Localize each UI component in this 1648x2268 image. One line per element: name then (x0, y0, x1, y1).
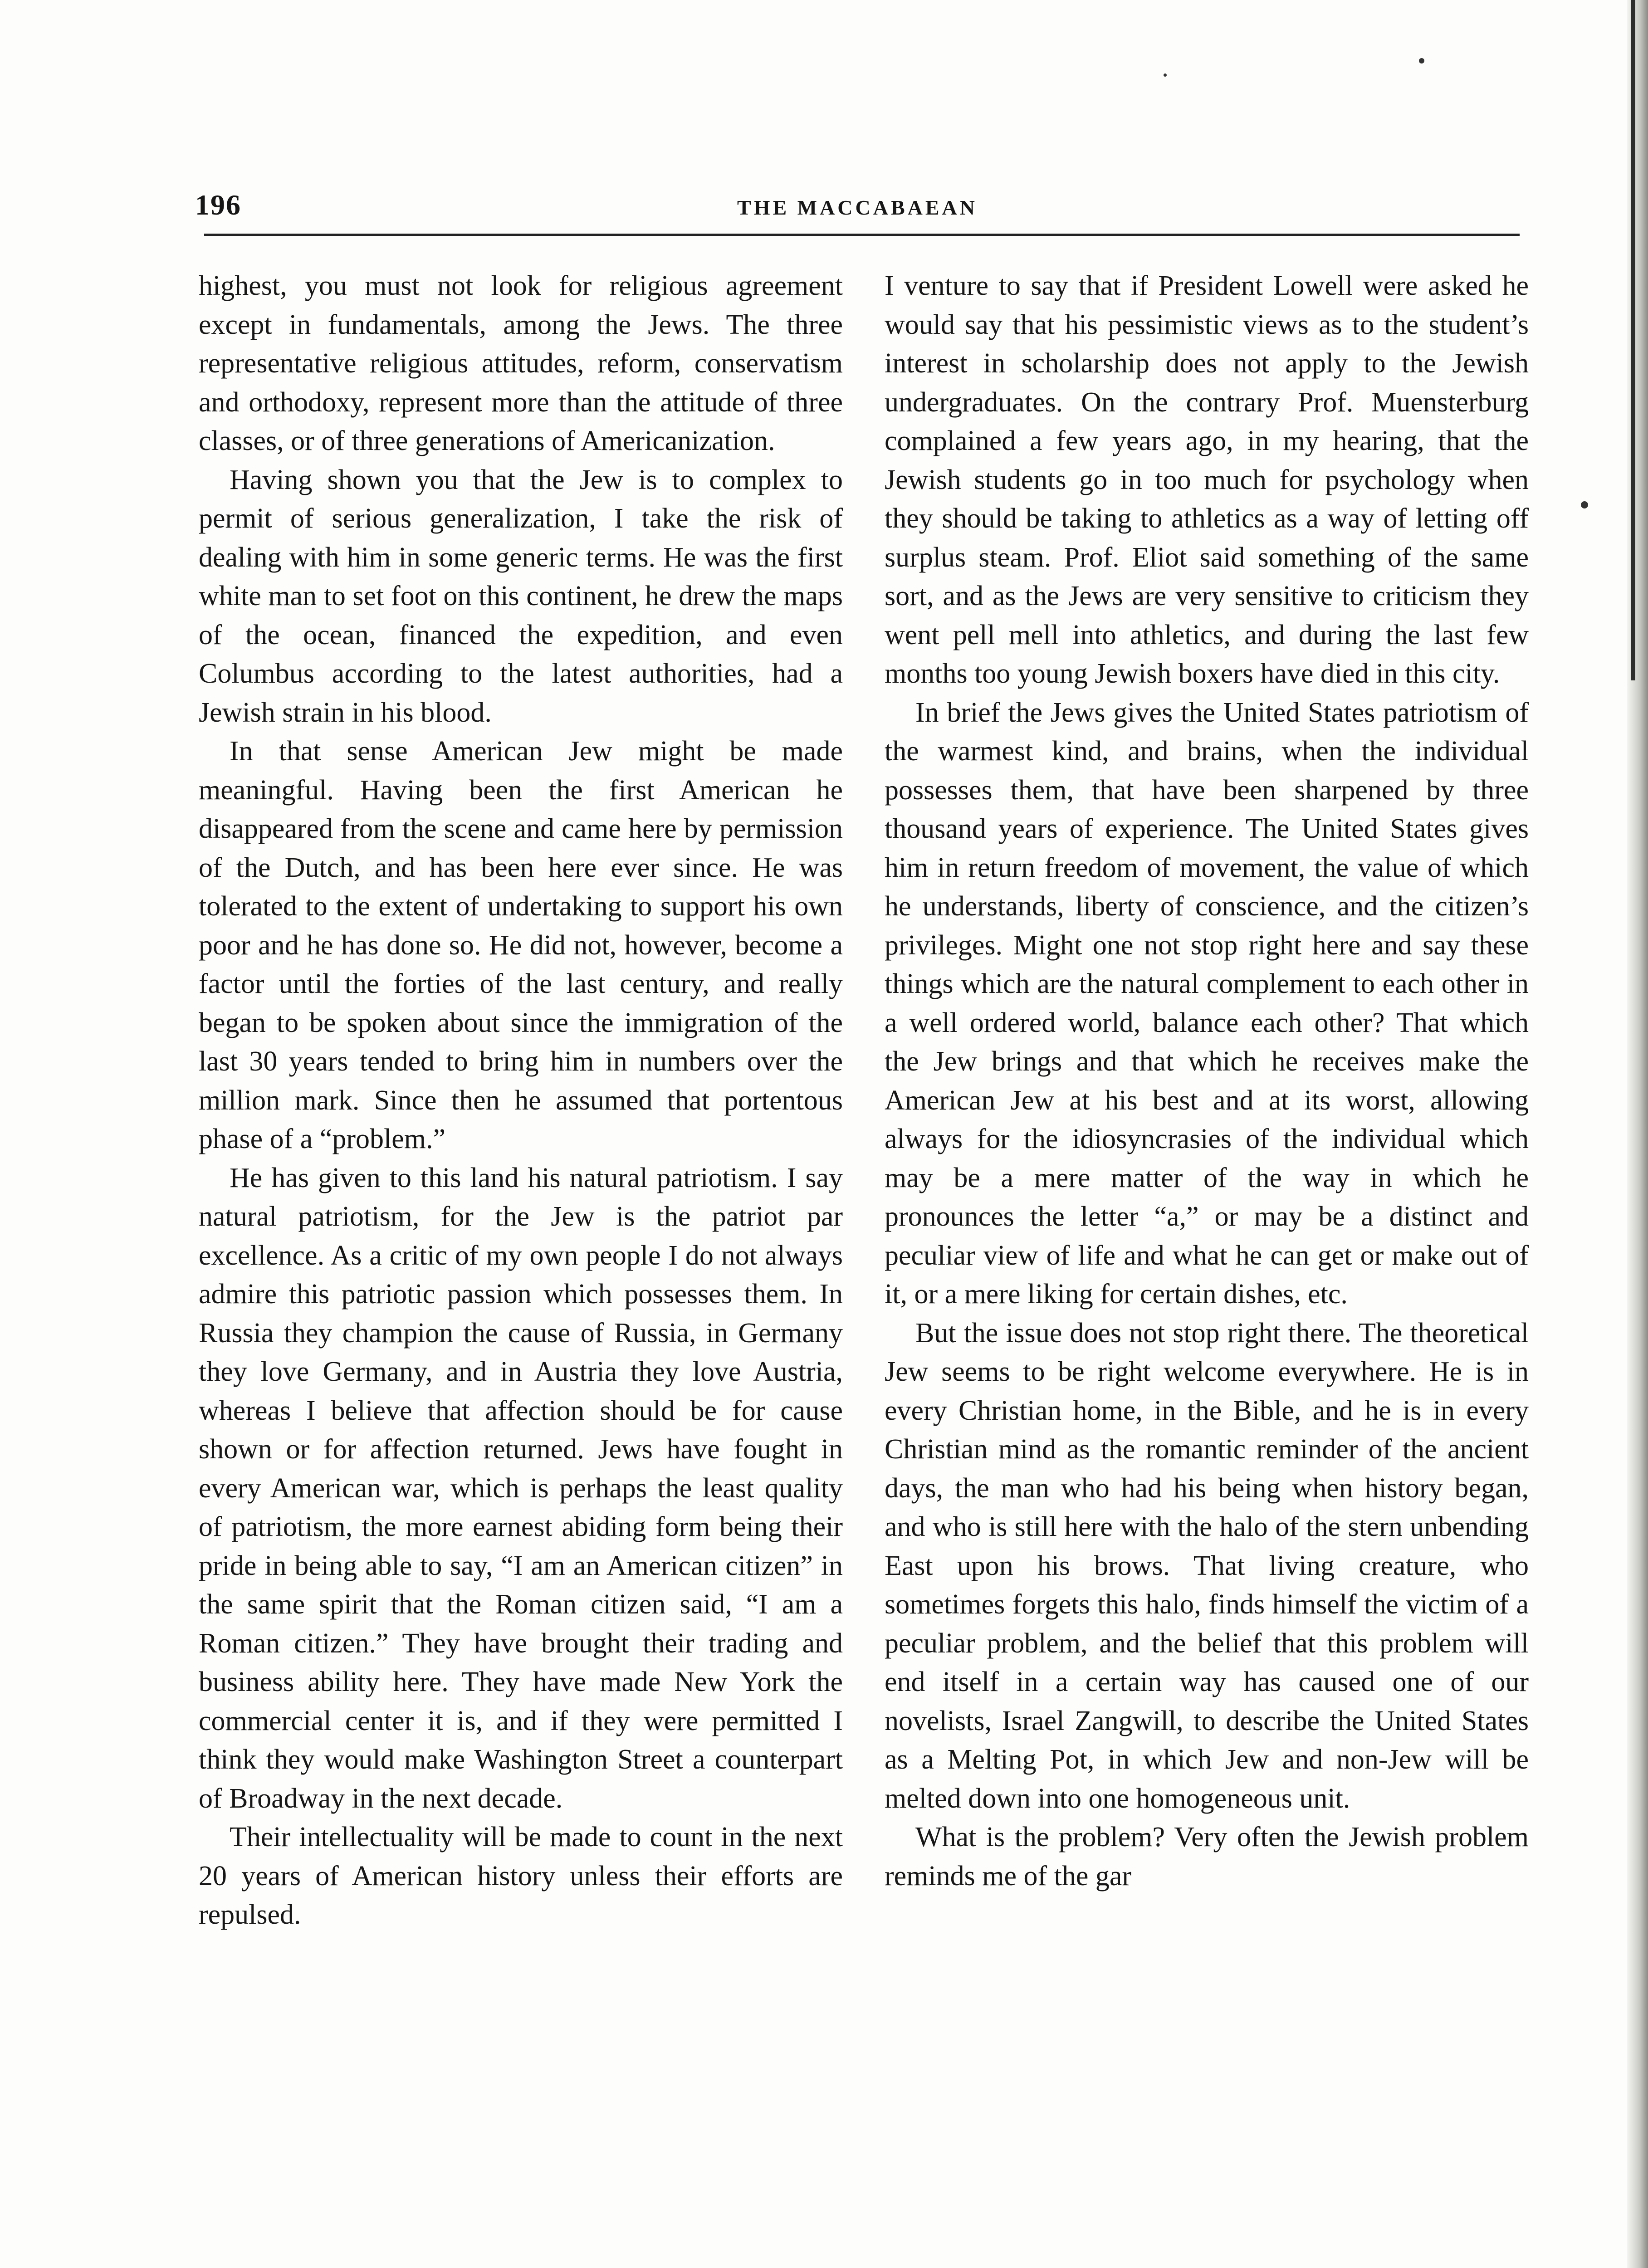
scan-speck (1164, 73, 1167, 77)
left-column (199, 267, 843, 1935)
scan-speck (1581, 501, 1588, 508)
scan-edge-line (1631, 0, 1635, 680)
page-header (195, 188, 1520, 225)
paragraph: highest, you must not look for religious agreement except in fundamentals, among the Jews. The three representative religious attitudes, reform, conservatism and orthodoxy, represent more than the attitude of three classes, or of three generations of Americanization. (199, 270, 843, 456)
paragraph: Having shown you that the Jew is to complex to permit of serious generalization, I take the risk of dealing with him in some generic terms. He was the first white man to set foot on this continent, he drew the maps of the ocean, financed the expedition, and even Columbus according to the latest authorities, had a Jewish strain in his blood. (199, 464, 843, 728)
right-column (885, 267, 1529, 1896)
paragraph: In that sense American Jew might be made meaningful. Having been the first American he disappeared from the scene and came here by permission of the Dutch, and has been here ever since. He was tolerated to the extent of undertaking to support his own poor and he has done so. He did not, however, become a factor until the forties of the last century, and really began to be spoken about since the immigration of the last 30 years tended to bring him in numbers over the million mark. Since then he assumed that portentous phase of a “problem.” (199, 736, 843, 1154)
header-rule (204, 234, 1520, 236)
scan-edge-shadow (1627, 0, 1648, 2268)
paragraph: But the issue does not stop right there. The theoretical Jew seems to be right welcome everywhere. He is in every Christian home, in the Bible, and he is in every Christian mind as the romantic reminder of the ancient days, the man who had his being when history began, and who is still here with the halo of the stern unbending East upon his brows. That living creature, who sometimes forgets this halo, finds himself the victim of a peculiar problem, and the belief that this problem will end itself in a certain way has caused one of our novelists, Israel Zangwill, to describe the United States as a Melting Pot, in which Jew and non-Jew will be melted down into one homogeneous unit. (885, 1317, 1529, 1814)
running-head: THE MACCABAEAN (737, 196, 978, 219)
scan-speck (1419, 58, 1424, 64)
paragraph: He has given to this land his natural patriotism. I say natural patriotism, for the Jew is the patriot par excellence. As a critic of my own people I do not always admire this patriotic passion which possesses them. In Russia they champion the cause of Russia, in Germany they love Germany, and in Austria they love Austria, whereas I believe that affection should be for cause shown or for affection returned. Jews have fought in every American war, which is perhaps the least quality of patriotism, the more earnest abiding form being their pride in being able to say, “I am an American citizen” in the same spirit that the Roman citizen said, “I am a Roman citizen.” They have brought their trading and business ability here. They have made New York the commercial center it is, and if they were permitted I think they would make Washington Street a counterpart of Broadway in the next decade. (199, 1162, 843, 1814)
paragraph: I venture to say that if President Lowell were asked he would say that his pessimistic views as to the student’s interest in scholarship does not apply to the Jewish undergraduates. On the contrary Prof. Muensterburg complained a few years ago, in my hearing, that the Jewish students go in too much for psychology when they should be taking to athletics as a way of letting off surplus steam. Prof. Eliot said something of the same sort, and as the Jews are very sensitive to criticism they went pell mell into athletics, and during the last few months too young Jewish boxers have died in this city. (885, 270, 1529, 689)
paragraph: In brief the Jews gives the United States patriotism of the warmest kind, and brains, when the individual possesses them, that have been sharpened by three thousand years of experience. The United States gives him in return freedom of movement, the value of which he understands, liberty of conscience, and the citizen’s privileges. Might one not stop right here and say these things which are the natural complement to each other in a well ordered world, balance each other? That which the Jew brings and that which he receives make the American Jew at his best and at its worst, allowing always for the idiosyncrasies of the individual which may be a mere matter of the way in which he pronounces the letter “a,” or may be a distinct and peculiar view of life and what he can get or make out of it, or a mere liking for certain dishes, etc. (885, 697, 1529, 1310)
paragraph: Their intellectuality will be made to count in the next 20 years of American history unless their efforts are repulsed. (199, 1822, 843, 1930)
page-number: 196 (195, 189, 241, 221)
paragraph: What is the problem? Very often the Jewish problem reminds me of the gar (885, 1822, 1529, 1892)
